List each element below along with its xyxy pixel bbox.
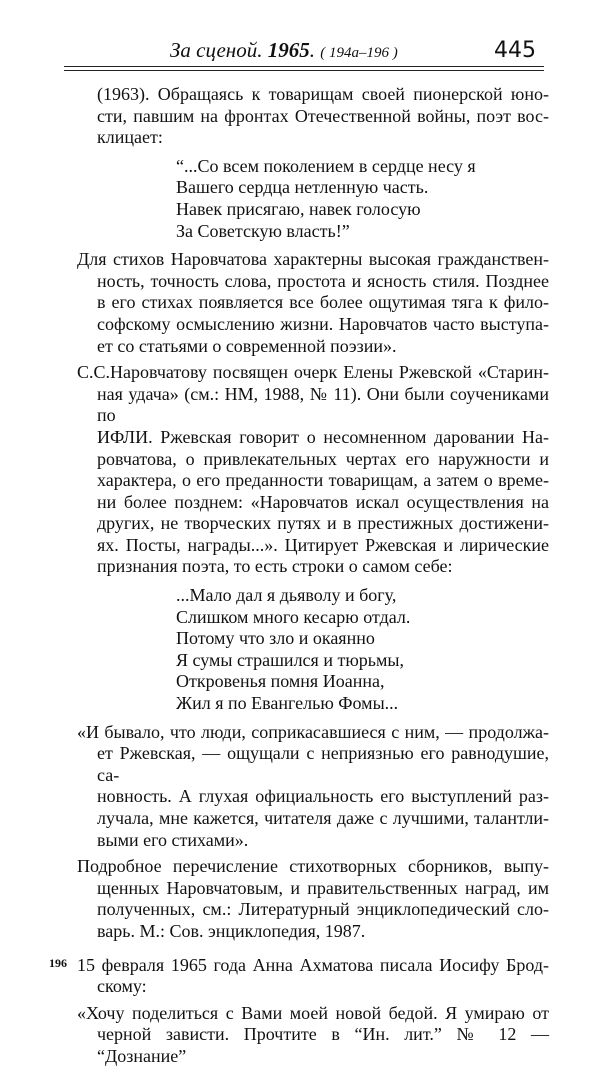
text-line: Для стихов Наровчатова характерны высокая гражданствен- [77, 249, 549, 270]
text-line: «Хочу поделиться с Вами моей новой бедой. Я умираю от [77, 1002, 549, 1023]
text-line: в его стихах появляется все более ощутимая тяга к фило- [97, 292, 549, 313]
running-title-range: ( 194а–196 ) [320, 45, 398, 61]
text-line: полученных, см.: Литературный энциклопедический сло- [97, 899, 549, 920]
running-title: За сценой. 1965. ( 194а–196 ) [170, 38, 398, 62]
text-line: софскому осмыслению жизни. Наровчатов часто выступа- [97, 313, 549, 334]
text-line: ность, точность слова, простота и ясность стиля. Позднее [97, 270, 549, 291]
verse-line: “...Со всем поколением в сердце несу я [176, 155, 476, 176]
verse-line: Слишком много кесарю отдал. [176, 606, 411, 627]
text-line: сти, павшим на фронтах Отечественной войны, поэт вос- [97, 105, 549, 126]
text-line: ная удача» (см.: НМ, 1988, № 11). Они были соучениками по [97, 383, 549, 426]
paragraph-letter-quote [77, 1003, 549, 1068]
verse-line: Потому что зло и окаянно [176, 628, 375, 649]
text-line: признания поэта, то есть строки о самом себе: [97, 556, 453, 577]
note-number: 196 [49, 955, 67, 970]
paragraph-continuation [77, 84, 549, 149]
paragraph-style [77, 249, 549, 357]
verse-line: Вашего сердца нетленную часть. [176, 177, 429, 198]
body-text [49, 84, 549, 1068]
verse-quote-2 [176, 585, 549, 715]
verse-line: Откровенья помня Иоанна, [176, 671, 385, 692]
note-196 [49, 954, 549, 1068]
verse-line: ...Мало дал я дьяволу и богу, [176, 585, 397, 606]
text-line: щенных Наровчатовым, и правительственных наград, им [97, 877, 549, 898]
text-line: 15 февраля 1965 года Анна Ахматова писала Иосифу Брод- [77, 954, 549, 975]
verse-line: За Советскую власть!” [176, 220, 350, 241]
text-line: черной зависти. Прочтите в “Ин. лит.” № 12 — “Дознание” [97, 1024, 549, 1066]
text-line: ет Ржевская, — ощущали с неприязнью его равнодушие, са- [97, 743, 549, 785]
page-number: 445 [494, 38, 536, 63]
running-title-year: 1965 [267, 38, 310, 62]
text-line: ИФЛИ. Ржевская говорит о несомненном даровании На- [97, 426, 549, 447]
text-line: (1963). Обращаясь к товарищам своей пионерской юно- [97, 84, 549, 104]
text-line: ет со статьями о современной поэзии». [97, 335, 397, 356]
text-line: варь. М.: Сов. энциклопедия, 1987. [97, 920, 366, 941]
text-line: лучала, мне кажется, читателя даже с лучшими, талантли- [97, 808, 549, 828]
verse-line: Жил я по Евангелью Фомы... [176, 693, 399, 714]
text-line: ни более позднем: «Наровчатов искал осуществления на [97, 491, 549, 512]
text-line: новность. А глухая официальность его выступлений раз- [97, 786, 549, 807]
text-line: клицает: [97, 127, 163, 148]
verse-quote-1 [176, 156, 549, 242]
text-line: других, не творческих путях и в престижных достижени- [97, 513, 549, 534]
text-line: скому: [97, 976, 147, 997]
header-rule-bottom [64, 70, 544, 71]
running-title-prefix: За сценой. [170, 38, 263, 62]
text-line: выми его стихами». [97, 829, 249, 850]
verse-line: Я сумы страшился и тюрьмы, [176, 649, 404, 670]
paragraph-akhmatova [77, 955, 549, 998]
paragraph-bibliography [77, 856, 549, 942]
header-rule-top [64, 66, 544, 67]
verse-line: Навек присягаю, навек голосую [176, 198, 421, 219]
text-line: С.С.Наровчатову посвящен очерк Елены Ржевской «Старин- [77, 362, 549, 383]
text-line: ях. Посты, награды...». Цитирует Ржевская и лирические [97, 534, 549, 555]
paragraph-rzhevskaya [77, 722, 549, 852]
text-line: характера, о его преданности товарищам, а затем о време- [97, 470, 549, 491]
text-line: Подробное перечисление стихотворных сборников, выпу- [77, 856, 549, 877]
text-line: «И бывало, что люди, соприкасавшиеся с ним, — продолжа- [77, 721, 549, 742]
text-line: ровчатова, о привлекательных чертах его наружности и [97, 448, 549, 469]
paragraph-ocherk [77, 362, 549, 578]
